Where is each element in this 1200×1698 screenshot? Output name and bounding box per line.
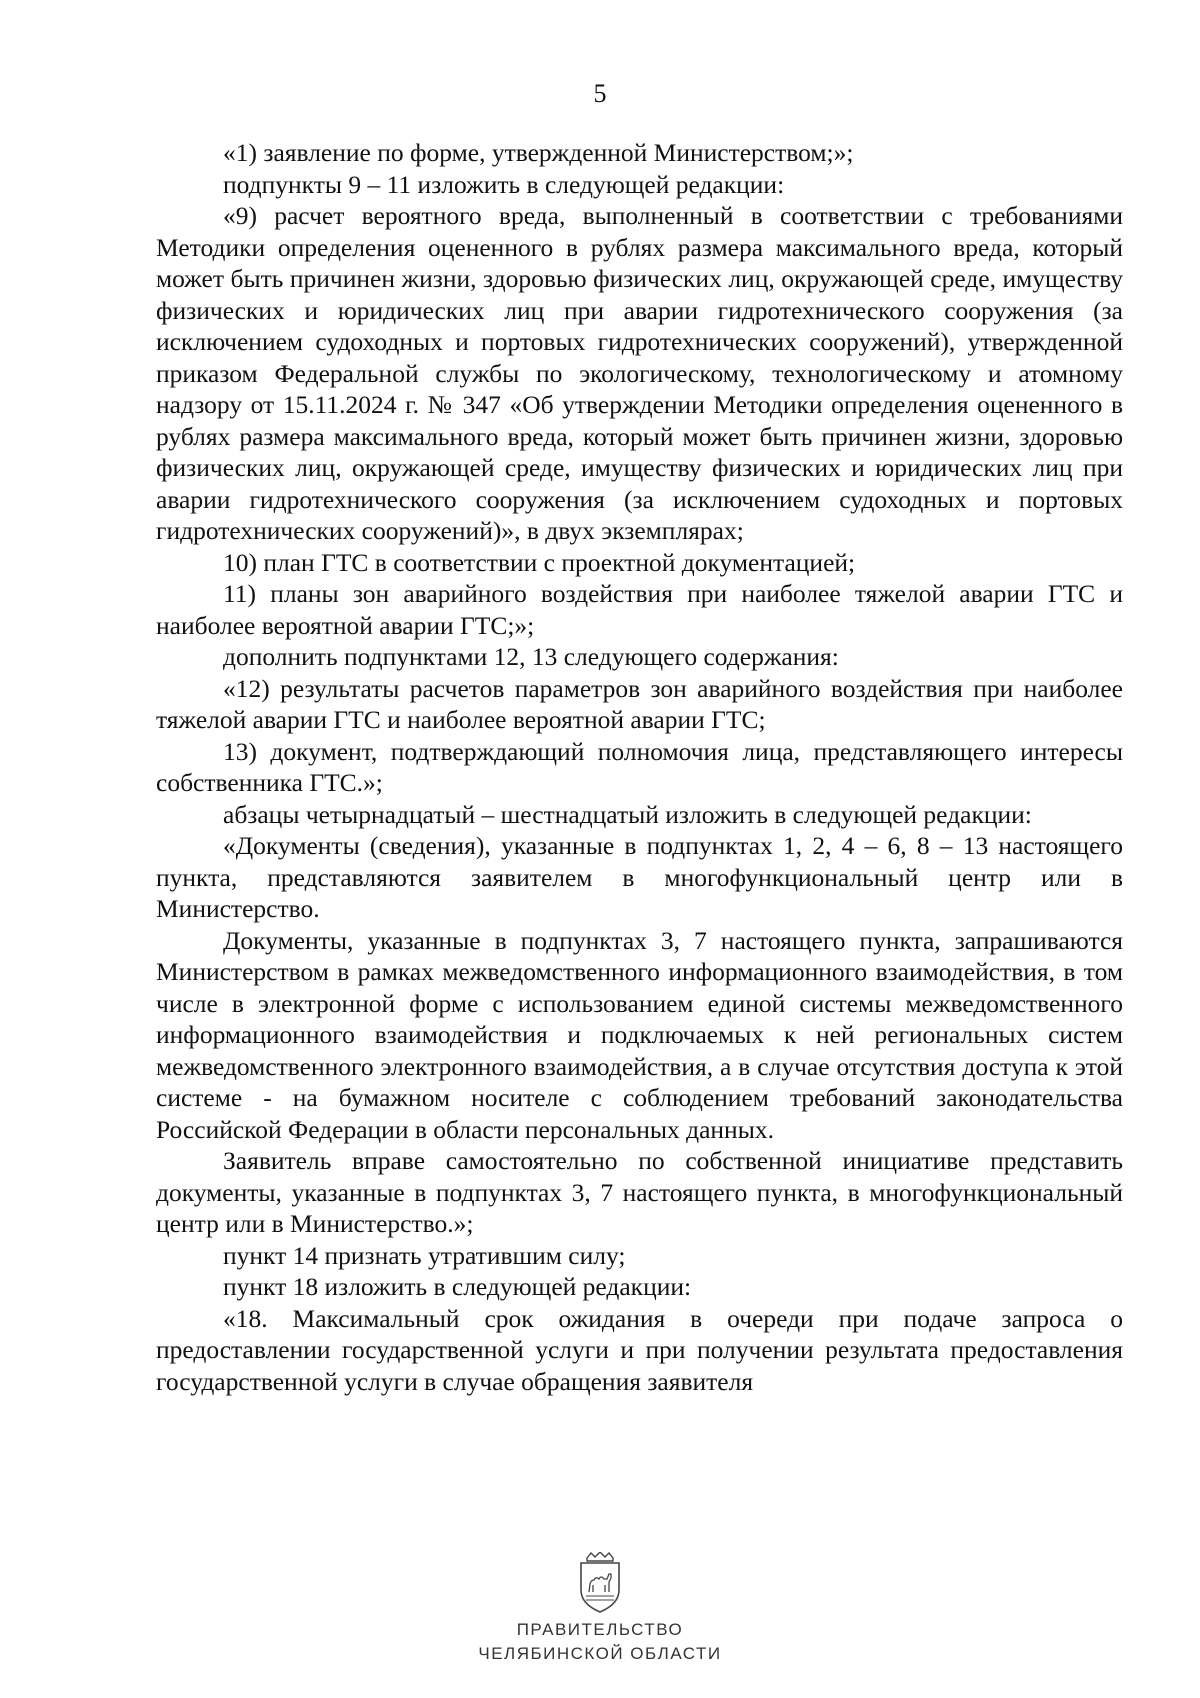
footer-org-line-2: ЧЕЛЯБИНСКОЙ ОБЛАСТИ <box>478 1644 722 1663</box>
paragraph: дополнить подпунктами 12, 13 следующего содержания: <box>223 642 839 671</box>
footer-seal <box>0 1552 1200 1666</box>
paragraph: Документы, указанные в подпунктах 3, 7 настоящего пункта, запрашиваются Министерством в рамках межведомственного информационного взаимодействия, в том числе в электронной форме с использованием единой системы межведомственного информационного взаимодействия и подключаемых к ней региональных систем межведомственного электронного взаимодействия, а в случае отсутствия доступа к этой системе - на бумажном носителе с соблюдением требований законодательства Российской Федерации в области персональных данных. <box>156 925 1123 1144</box>
document-body <box>156 137 1123 1397</box>
page-number: 5 <box>593 79 607 108</box>
paragraph: 10) план ГТС в соответствии с проектной документацией; <box>223 547 856 577</box>
paragraph: «1) заявление по форме, утвержденной Министерством;»; <box>223 138 854 167</box>
paragraph: подпункты 9 – 11 изложить в следующей редакции: <box>223 169 785 199</box>
paragraph: «12) результаты расчетов параметров зон аварийного воздействия при наиболее тяжелой аварии ГТС и наиболее вероятной аварии ГТС; <box>156 673 1123 734</box>
chelyabinsk-coat-of-arms-icon <box>573 1552 627 1614</box>
footer-org-line-1: ПРАВИТЕЛЬСТВО <box>516 1620 684 1639</box>
paragraph: «18. Максимальный срок ожидания в очереди при подаче запроса о предоставлении государственной услуги и при получении результата предоставления государственной услуги в случае обращения заявителя <box>156 1303 1123 1396</box>
paragraph: 11) планы зон аварийного воздействия при наиболее тяжелой аварии ГТС и наиболее вероятной аварии ГТС;»; <box>156 579 1123 640</box>
paragraph: 13) документ, подтверждающий полномочия лица, представляющего интересы собственника ГТС.»; <box>156 736 1123 797</box>
paragraph: пункт 18 изложить в следующей редакции: <box>223 1272 692 1301</box>
paragraph: «Документы (сведения), указанные в подпунктах 1, 2, 4 – 6, 8 – 13 настоящего пункта, представляются заявителем в многофункциональный центр или в Министерство. <box>156 831 1123 923</box>
paragraph: абзацы четырнадцатый – шестнадцатый изложить в следующей редакции: <box>223 799 1032 829</box>
paragraph: «9) расчет вероятного вреда, выполненный в соответствии с требованиями Методики определения оцененного в рублях размера максимального вреда, который может быть причинен жизни, здоровью физических лиц, окружающей среде, имуществу физических и юридических лиц при аварии гидротехнического сооружения (за исключением судоходных и портовых гидротехнических сооружений), утвержденной приказом Федеральной службы по экологическому, технологическому и атомному надзору от 15.11.2024 г. № 347 «Об утверждении Методики определения оцененного в рублях размера максимального вреда, который может быть причинен жизни, здоровью физических лиц, окружающей среде, имуществу физических и юридических лиц при аварии гидротехнического сооружения (за исключением судоходных и портовых гидротехнических сооружений)», в двух экземплярах; <box>156 201 1123 545</box>
paragraph: пункт 14 признать утратившим силу; <box>223 1240 626 1270</box>
paragraph: Заявитель вправе самостоятельно по собственной инициативе представить документы, указанные в подпунктах 3, 7 настоящего пункта, в многофункциональный центр или в Министерство.»; <box>156 1146 1123 1238</box>
